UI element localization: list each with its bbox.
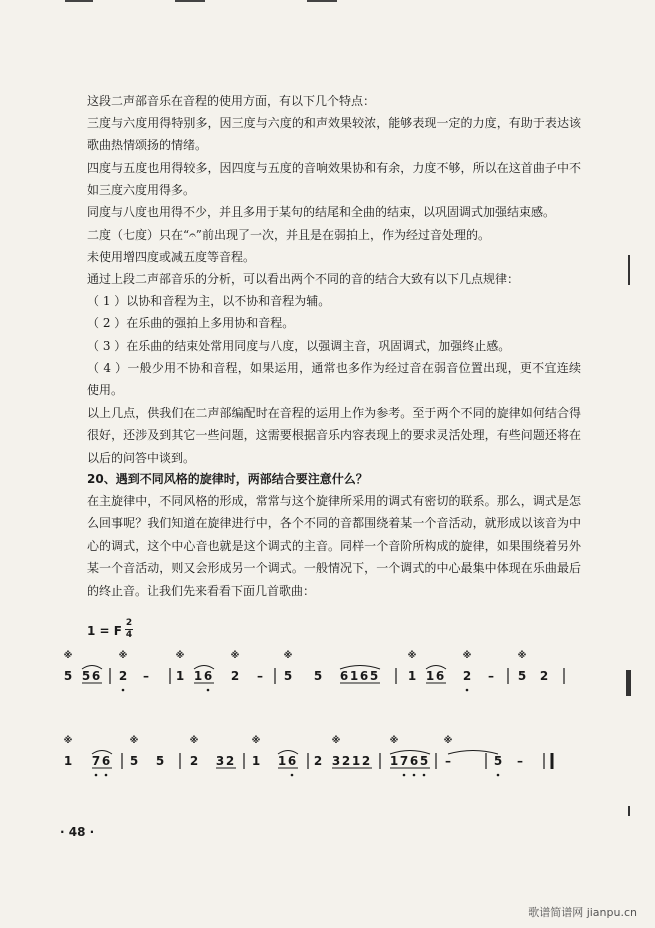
breath-mark: ※ [407,651,417,661]
score-line-1 [60,648,585,696]
score-note: 3 [331,754,341,768]
breath-mark: ※ [129,736,139,746]
octave-dot [105,774,108,777]
score-note: 1 [349,669,359,683]
top-rule-right [307,0,337,2]
octave-dot [413,774,416,777]
time-signature [125,619,133,640]
score-line-2 [60,733,585,781]
rule-4: （ 4 ）一般少用不协和音程，如果运用，通常也多作为经过音在弱音位置出现，更不宜连续使用。 [87,361,581,398]
score-note: 1 [193,669,203,683]
paragraph-unison-octave: 同度与八度也用得不少，并且多用于某句的结尾和全曲的结束，以巩固调式加强结束感。 [87,205,556,219]
score-note: 5 [129,754,139,768]
breath-mark: ※ [189,736,199,746]
score-note: 2 [539,669,549,683]
time-signature-bottom: 4 [125,630,133,640]
breath-mark: ※ [63,736,73,746]
key-signature: 1 = F [87,624,122,638]
score-note: 2 [230,669,240,683]
breath-mark: ※ [389,736,399,746]
score-note: 2 [189,754,199,768]
score-note: 2 [313,754,323,768]
score-note: 2 [225,754,235,768]
top-rule-mid [175,0,205,2]
octave-dot [423,774,426,777]
question-heading: 20、遇到不同风格的旋律时，两部结合要注意什么？ [87,472,368,486]
score-note: – [517,754,523,768]
time-signature-top: 2 [125,618,133,628]
score-note: 7 [91,754,101,768]
scan-mark-top [628,255,630,285]
score-note: 6 [91,669,101,683]
score-note: – [257,669,263,683]
score-note: 5 [419,754,429,768]
paragraph-rules-intro: 通过上段二声部音乐的分析，可以看出两个不同的音的结合大致有以下几点规律： [87,272,520,286]
octave-dot [403,774,406,777]
score-note: 1 [277,754,287,768]
score-note: 1 [63,754,73,768]
octave-dot [207,689,210,692]
score-note: 5 [493,754,503,768]
slur [448,751,498,755]
breath-mark: ※ [331,736,341,746]
score-note: 6 [203,669,213,683]
score-note: 5 [517,669,527,683]
paragraph-no-tritone: 未使用增四度或减五度等音程。 [87,250,256,264]
breath-mark: ※ [251,736,261,746]
breath-mark: ※ [283,651,293,661]
score-note: 1 [351,754,361,768]
score-note: 3 [215,754,225,768]
score-note: 5 [155,754,165,768]
scan-mark-low [628,806,630,816]
score-note: 6 [101,754,111,768]
paragraph-thirds-sixths: 三度与六度用得特别多，因三度与六度的和声效果较浓，能够表现一定的力度，有助于表达该歌曲热情颂扬的情绪。 [87,116,581,153]
score-note: 7 [399,754,409,768]
breath-mark: ※ [230,651,240,661]
score-note: 5 [313,669,323,683]
breath-mark: ※ [63,651,73,661]
score-note: 5 [369,669,379,683]
score-note: – [488,669,494,683]
score-note: 6 [435,669,445,683]
breath-mark: ※ [175,651,185,661]
octave-dot [291,774,294,777]
score-note: 2 [462,669,472,683]
top-rule-left [65,0,93,2]
octave-dot [497,774,500,777]
score-note: 2 [118,669,128,683]
score-note: 1 [251,754,261,768]
page-number: · 48 · [60,825,95,839]
score-note: 2 [341,754,351,768]
score-note: – [143,669,149,683]
paragraph-intro: 这段二声部音乐在音程的使用方面，有以下几个特点： [87,94,376,108]
paragraph-seconds: 二度（七度）只在“𝄐”前出现了一次，并且是在弱拍上，作为经过音处理的。 [87,228,490,242]
octave-dot [122,689,125,692]
watermark: 歌谱简谱网 jianpu.cn [528,906,637,919]
score-note: 2 [361,754,371,768]
score-note: 1 [389,754,399,768]
score-note: 1 [425,669,435,683]
score-note: 6 [287,754,297,768]
rule-3: （ 3 ）在乐曲的结束处常用同度与八度，以强调主音，巩固调式，加强终止感。 [87,339,511,353]
paragraph-fourths-fifths: 四度与五度也用得较多，因四度与五度的音响效果协和有余，力度不够，所以在这首曲子中不如三度六度用得多。 [87,161,581,198]
breath-mark: ※ [462,651,472,661]
scan-mark-mid [626,670,631,696]
score-note: 6 [359,669,369,683]
score-note: 5 [63,669,73,683]
breath-mark: ※ [443,736,453,746]
score-note: – [445,754,451,768]
octave-dot [95,774,98,777]
breath-mark: ※ [118,651,128,661]
rule-1: （ 1 ）以协和音程为主，以不协和音程为辅。 [87,294,331,308]
paragraph-mode-explanation: 在主旋律中，不同风格的形成，常常与这个旋律所采用的调式有密切的联系。那么，调式是怎么回事呢？我们知道在旋律进行中，各个不同的音都围绕着某一个音活动，就形成以该音为中心的调式，这个中心音也就是这个调式的主音。同样一个音阶所构成的旋律，如果围绕着另外某一个音活动，则又会形成另一个调式。一般情况下，一个调式的中心最集中体现在乐曲最后的终止音。让我们先来看看下面几首歌曲： [87,494,581,598]
octave-dot [466,689,469,692]
paragraph-conclusion: 以上几点，供我们在二声部编配时在音程的运用上作为参考。至于两个不同的旋律如何结合得很好，还涉及到其它一些问题，这需要根据音乐内容表现上的要求灵活处理，有些问题还将在以后的问答中谈到。 [87,406,581,465]
breath-mark: ※ [517,651,527,661]
score-note: 6 [409,754,419,768]
score-note: 5 [81,669,91,683]
rule-2: （ 2 ）在乐曲的强拍上多用协和音程。 [87,316,295,330]
score-note: 1 [407,669,417,683]
score-note: 5 [283,669,293,683]
score-note: 1 [175,669,185,683]
score-note: 6 [339,669,349,683]
